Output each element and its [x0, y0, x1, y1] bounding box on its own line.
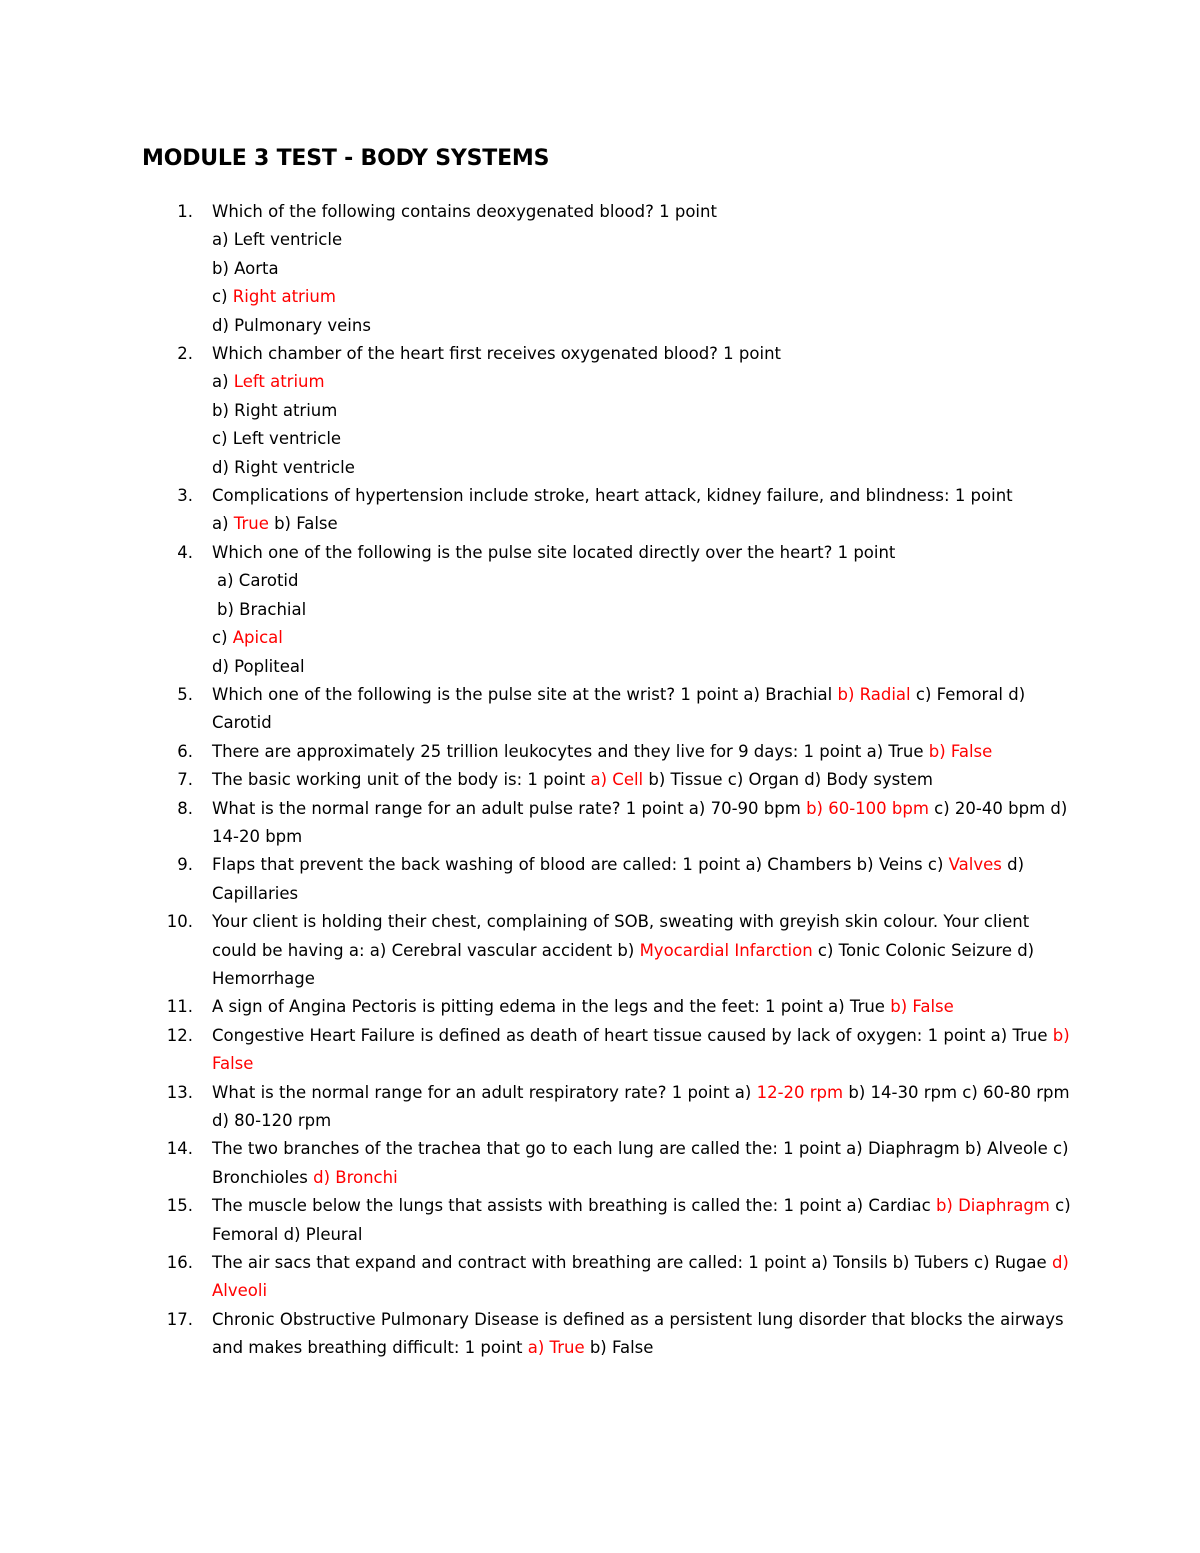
question-number: 13.	[166, 1082, 193, 1102]
question-10	[0, 908, 1072, 993]
option-b: b) Right atrium	[212, 400, 338, 420]
correct-answer: b) Diaphragm	[935, 1196, 1050, 1216]
question-list	[0, 198, 1200, 1363]
correct-answer: b) Radial	[837, 684, 911, 704]
question-6	[0, 738, 1072, 766]
question-text-after: c) Tonic Colonic Seizure d) Hemorrhage	[212, 940, 1035, 988]
question-16	[0, 1249, 1072, 1306]
question-7	[0, 766, 1072, 794]
question-number: 3.	[177, 486, 193, 506]
question-text: Which one of the following is the pulse site located directly over the heart? 1 point	[212, 542, 896, 562]
question-number: 12.	[166, 1025, 193, 1045]
question-2	[0, 340, 1072, 482]
question-8	[0, 795, 1072, 852]
correct-answer: Right atrium	[232, 287, 336, 307]
option-a: a) Left atrium	[212, 372, 325, 392]
correct-answer: 12-20 rpm	[756, 1082, 844, 1102]
correct-answer: Apical	[232, 628, 283, 648]
question-text: Flaps that prevent the back washing of blood are called: 1 point a) Chambers b) Veins c)	[212, 855, 949, 875]
question-text: Which one of the following is the pulse site at the wrist? 1 point a) Brachial	[212, 684, 838, 704]
question-number: 4.	[177, 542, 193, 562]
option-c: c) Apical	[212, 628, 283, 648]
question-text: The muscle below the lungs that assists with breathing is called the: 1 point a) Cardiac	[212, 1196, 936, 1216]
question-number: 16.	[166, 1253, 193, 1273]
question-text-after: d) Capillaries	[212, 855, 1025, 903]
correct-answer: a) True	[527, 1338, 585, 1358]
option-d: d) Popliteal	[212, 656, 305, 676]
correct-answer: b) False	[890, 997, 954, 1017]
question-text: What is the normal range for an adult pulse rate? 1 point a) 70-90 bpm	[212, 798, 807, 818]
question-text: The air sacs that expand and contract with breathing are called: 1 point a) Tonsils b) Tubers c) Rugae	[212, 1253, 1052, 1273]
question-text-after: b) Tissue c) Organ d) Body system	[643, 770, 933, 790]
question-number: 8.	[177, 798, 193, 818]
question-text-after: b) False	[584, 1338, 654, 1358]
question-number: 1.	[177, 202, 193, 221]
question-17	[0, 1306, 1072, 1363]
question-11	[0, 993, 1072, 1021]
question-text: Which chamber of the heart first receives oxygenated blood? 1 point	[212, 344, 782, 364]
question-number: 14.	[166, 1139, 193, 1159]
correct-answer: d) Alveoli	[212, 1253, 1069, 1301]
question-text: There are approximately 25 trillion leukocytes and they live for 9 days: 1 point a) True	[212, 741, 929, 761]
question-text-after: c) Femoral d) Carotid	[212, 684, 1026, 733]
option-line: a) True b) False	[212, 514, 338, 534]
question-text: Which of the following contains deoxygenated blood? 1 point	[212, 202, 717, 221]
option-b: b) Brachial	[217, 599, 307, 619]
question-number: 2.	[177, 344, 193, 364]
question-number: 9.	[177, 855, 193, 875]
question-1	[0, 198, 1072, 340]
question-text: Complications of hypertension include stroke, heart attack, kidney failure, and blindness: 1 point	[212, 486, 1013, 506]
question-4	[0, 539, 1072, 681]
question-text: Congestive Heart Failure is defined as death of heart tissue caused by lack of oxygen: 1 point a) True	[212, 1025, 1053, 1045]
correct-answer: Myocardial Infarction	[639, 940, 813, 960]
question-13	[0, 1079, 1072, 1136]
question-text: The basic working unit of the body is: 1 point	[212, 770, 591, 790]
question-number: 11.	[166, 997, 193, 1017]
page-title: MODULE 3 TEST - BODY SYSTEMS	[142, 146, 550, 171]
question-text: Chronic Obstructive Pulmonary Disease is defined as a persistent lung disorder that blocks the airways and makes breathing difficult: 1 point	[212, 1309, 1064, 1358]
question-text-after: c) Femoral d) Pleural	[212, 1196, 1071, 1244]
question-text: Your client is holding their chest, complaining of SOB, sweating with greyish skin colour. Your client could be having a: a) Cerebral vascular accident b)	[212, 912, 1030, 960]
correct-answer: b) False	[928, 741, 993, 761]
question-3	[0, 482, 1072, 539]
question-15	[0, 1192, 1072, 1249]
question-text-after: c) 20-40 bpm d) 14-20 bpm	[212, 798, 1068, 846]
question-9	[0, 851, 1072, 908]
question-text: A sign of Angina Pectoris is pitting edema in the legs and the feet: 1 point a) True	[212, 997, 891, 1017]
correct-answer: a) Cell	[590, 770, 644, 790]
question-text-after: b) 14-30 rpm c) 60-80 rpm d) 80-120 rpm	[212, 1082, 1070, 1130]
correct-answer: Valves	[948, 855, 1002, 875]
option-d: d) Pulmonary veins	[212, 315, 371, 335]
question-number: 15.	[166, 1196, 193, 1216]
option-a: a) Carotid	[217, 571, 299, 591]
question-number: 6.	[177, 741, 193, 761]
question-14	[0, 1135, 1072, 1192]
option-c: c) Right atrium	[212, 287, 336, 307]
question-number: 10.	[166, 912, 193, 932]
option-d: d) Right ventricle	[212, 457, 355, 477]
question-5	[0, 681, 1072, 738]
correct-answer: True	[233, 514, 269, 534]
question-text: The two branches of the trachea that go to each lung are called the: 1 point a) Diaphragm b) Alveole c) Bronchioles	[212, 1139, 1069, 1187]
correct-answer: b) False	[212, 1025, 1070, 1074]
option-c: c) Left ventricle	[212, 429, 342, 449]
question-number: 5.	[177, 684, 193, 704]
question-text: What is the normal range for an adult respiratory rate? 1 point a)	[212, 1082, 757, 1102]
question-number: 7.	[177, 770, 193, 790]
correct-answer: b) 60-100 bpm	[806, 798, 929, 818]
correct-answer: Left atrium	[233, 372, 325, 392]
option-a: a) Left ventricle	[212, 230, 343, 250]
question-number: 17.	[166, 1309, 193, 1329]
option-b: b) Aorta	[212, 258, 279, 278]
question-12	[0, 1022, 1072, 1079]
correct-answer: d) Bronchi	[313, 1167, 398, 1187]
